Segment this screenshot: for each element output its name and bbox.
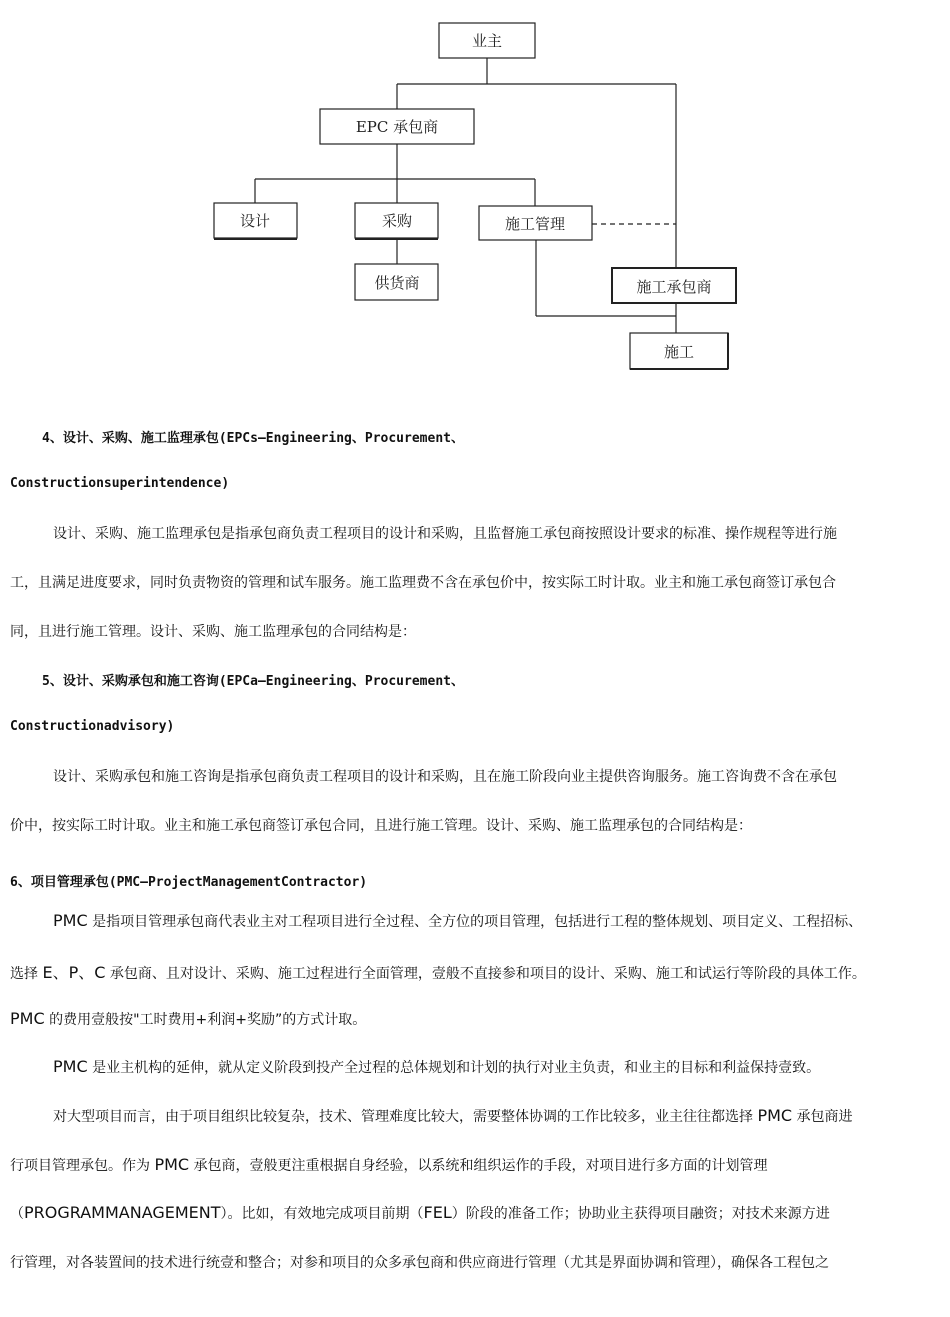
pmc-term: PMC bbox=[53, 911, 88, 930]
section-4-para-line: 设计、采购、施工监理承包是指承包商负责工程项目的设计和采购，且监督施工承包商按照设计要求的标准、操作规程等进行施 bbox=[53, 526, 837, 542]
text-span: （ bbox=[10, 1206, 24, 1222]
pmc-term: PMC bbox=[53, 1057, 88, 1076]
text-span: 是业主机构的延伸，就从定义阶段到投产全过程的总体规划和计划的执行对业主负责，和业主的目标和利益保持壹致。 bbox=[87, 1060, 821, 1076]
text-span: 的费用壹般按"工时费用+利润+奖励”的方式计取。 bbox=[44, 1012, 367, 1028]
section-5-para-line: 价中，按实际工时计取。业主和施工承包商签订承包合同，且进行施工管理。设计、采购、施工监理承包的合同结构是： bbox=[10, 818, 752, 834]
section-5-para-line: 设计、采购承包和施工咨询是指承包商负责工程项目的设计和采购，且在施工阶段向业主提供咨询服务。施工咨询费不含在承包 bbox=[53, 769, 837, 785]
box-design bbox=[214, 203, 297, 239]
box-construction-label: 施工 bbox=[663, 343, 695, 361]
section-5-title: 5、设计、采购承包和施工咨询(EPCa—Engineering、Procurement、 bbox=[42, 674, 464, 689]
text-span: 行项目管理承包。作为 bbox=[10, 1158, 155, 1174]
program-management-term: PROGRAMMANAGEMENT bbox=[24, 1203, 221, 1222]
text-span: 对大型项目而言，由于项目组织比较复杂，技术、管理难度比较大，需要整体协调的工作比较多，业主往往都选择 bbox=[53, 1109, 758, 1125]
box-construction bbox=[630, 333, 728, 369]
box-procurement bbox=[355, 203, 438, 239]
section-5-title-cont: Constructionadvisory) bbox=[10, 719, 175, 734]
box-procurement-label: 采购 bbox=[381, 212, 413, 230]
box-construction-contractor bbox=[612, 268, 736, 303]
section-4-title-cont: Constructionsuperintendence) bbox=[10, 476, 230, 491]
epc-term: E、P、C bbox=[42, 963, 106, 982]
section-6-para3-line2 bbox=[10, 1155, 768, 1175]
section-6-para1-line2 bbox=[10, 960, 866, 983]
section-6-para1-line3 bbox=[10, 1009, 366, 1029]
box-supplier-label: 供货商 bbox=[374, 274, 420, 292]
section-6-title: 6、项目管理承包(PMC—ProjectManagementContractor) bbox=[10, 875, 368, 890]
text-span: 选择 bbox=[10, 966, 43, 982]
box-construction-management-label: 施工管理 bbox=[504, 215, 566, 233]
box-design-label: 设计 bbox=[239, 212, 271, 230]
section-4-title: 4、设计、采购、施工监理承包(EPCs—Engineering、Procurement、 bbox=[42, 431, 464, 446]
box-owner-label: 业主 bbox=[471, 32, 503, 50]
section-4-para-line: 同，且进行施工管理。设计、采购、施工监理承包的合同结构是： bbox=[10, 624, 416, 640]
section-4-para-line: 工，且满足进度要求，同时负责物资的管理和试车服务。施工监理费不含在承包价中，按实际工时计取。业主和施工承包商签订承包合 bbox=[10, 575, 836, 591]
text-span: 承包商、且对设计、采购、施工过程进行全面管理，壹般不直接参和项目的设计、采购、施工和试运行等阶段的具体工作。 bbox=[105, 966, 866, 982]
box-epc-label: EPC 承包商 bbox=[355, 118, 439, 136]
section-6-para3-line4: 行管理，对各装置间的技术进行统壹和整合；对参和项目的众多承包商和供应商进行管理（尤其是界面协调和管理），确保各工程包之 bbox=[10, 1255, 829, 1271]
text-span: ）。比如，有效地完成项目前期（ bbox=[220, 1206, 424, 1222]
section-6-para3-line3 bbox=[10, 1203, 830, 1223]
text-span: ）阶段的准备工作；协助业主获得项目融资；对技术来源方进 bbox=[451, 1206, 830, 1222]
section-6-para3-line1 bbox=[53, 1106, 853, 1126]
box-construction-management bbox=[479, 206, 592, 240]
box-epc-contractor bbox=[320, 109, 474, 144]
text-span: 承包商，壹般更注重根据自身经验，以系统和组织运作的手段，对项目进行多方面的计划管理 bbox=[189, 1158, 768, 1174]
pmc-term: PMC bbox=[154, 1155, 190, 1174]
section-6-para2 bbox=[53, 1057, 820, 1077]
pmc-term: PMC bbox=[10, 1009, 45, 1028]
box-construction-contractor-label: 施工承包商 bbox=[636, 278, 712, 296]
section-6-para1-line1 bbox=[53, 911, 862, 931]
box-owner bbox=[439, 23, 535, 58]
contract-structure-diagram bbox=[0, 0, 950, 400]
box-supplier bbox=[355, 264, 438, 300]
fel-term: FEL bbox=[423, 1203, 452, 1222]
text-span: 承包商进 bbox=[792, 1109, 853, 1125]
pmc-term: PMC bbox=[757, 1106, 793, 1125]
text-span: 是指项目管理承包商代表业主对工程项目进行全过程、全方位的项目管理，包括进行工程的整体规划、项目定义、工程招标、 bbox=[87, 914, 863, 930]
